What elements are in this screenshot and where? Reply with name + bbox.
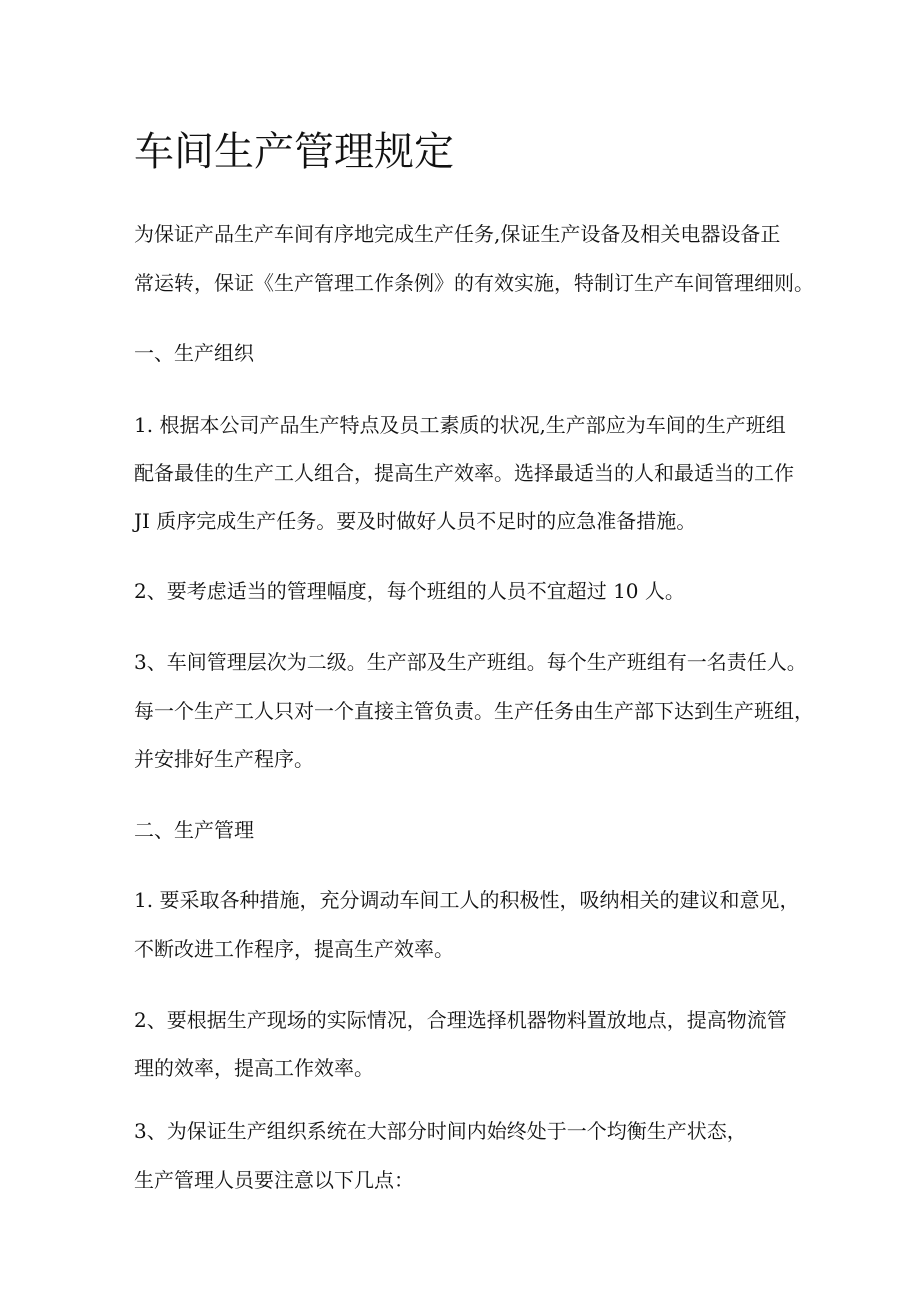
paragraph-line: 理的效率，提高工作效率。 <box>134 1056 374 1080</box>
paragraph-line: 3、为保证生产组织系统在大部分时间内始终处于一个均衡生产状态， <box>134 1119 747 1143</box>
paragraph-line: 1. 根据本公司产品生产特点及员工素质的状况,生产部应为车间的生产班组 <box>134 413 786 437</box>
paragraph-line: 并安排好生产程序。 <box>134 747 314 771</box>
paragraph-line: 为保证产品生产车间有序地完成生产任务,保证生产设备及相关电器设备正 <box>134 222 781 246</box>
paragraph-line: 生产管理人员要注意以下几点： <box>134 1168 414 1192</box>
paragraph-line: JI 质序完成生产任务。要及时做好人员不足时的应急准备措施。 <box>134 509 697 533</box>
paragraph-line: 1. 要采取各种措施，充分调动车间工人的积极性，吸纳相关的建议和意见， <box>134 888 800 912</box>
section-heading: 一、生产组织 <box>134 341 254 365</box>
paragraph-line: 每一个生产工人只对一个直接主管负责。生产任务由生产部下达到生产班组， <box>134 699 814 723</box>
page-title: 车间生产管理规定 <box>134 129 454 175</box>
paragraph-line: 不断改进工作程序，提高生产效率。 <box>134 937 454 961</box>
paragraph-line: 常运转，保证《生产管理工作条例》的有效实施，特制订生产车间管理细则。 <box>134 271 814 295</box>
paragraph-line: 2、要考虑适当的管理幅度，每个班组的人员不宜超过 10 人。 <box>134 579 685 603</box>
section-heading: 二、生产管理 <box>134 818 254 842</box>
paragraph-line: 3、车间管理层次为二级。生产部及生产班组。每个生产班组有一名责任人。 <box>134 650 807 674</box>
paragraph-line: 配备最佳的生产工人组合，提高生产效率。选择最适当的人和最适当的工作 <box>134 461 794 485</box>
paragraph-line: 2、要根据生产现场的实际情况，合理选择机器物料置放地点，提高物流管 <box>134 1008 787 1032</box>
